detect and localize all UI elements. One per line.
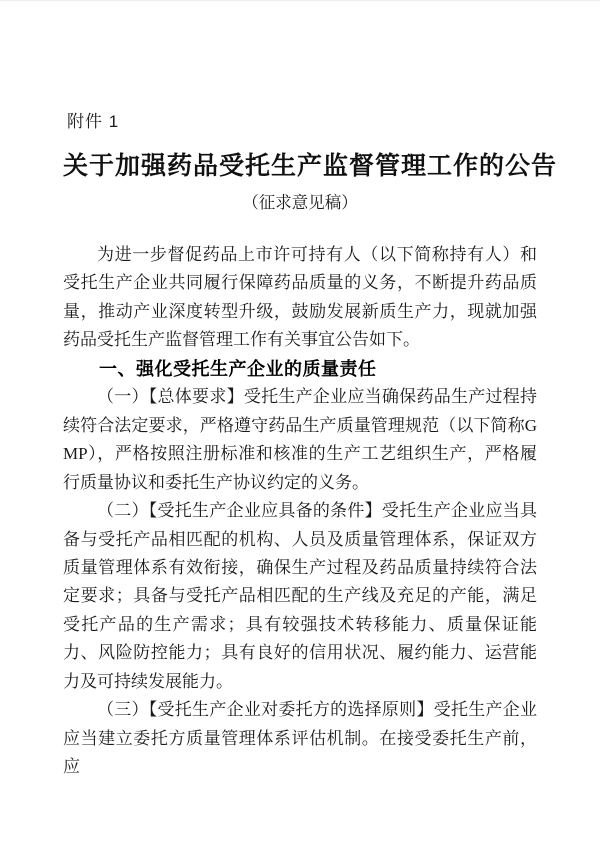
section-heading: 一、强化受托生产企业的质量责任 bbox=[99, 358, 377, 379]
clause-paragraph-3: （三）【受托生产企业对委托方的选择原则】受托生产企业应当建立委托方质量管理体系评估机制。在接受委托生产前，应 bbox=[63, 700, 537, 777]
document-title: 关于加强药品受托生产监督管理工作的公告 bbox=[63, 153, 558, 180]
attachment-label: 附件 1 bbox=[67, 112, 120, 131]
document-subtitle: （征求意见稿） bbox=[242, 193, 358, 212]
clause-paragraph-2: （二）【受托生产企业应具备的条件】受托生产企业应当具备与受托产品相匹配的机构、人员及质量管理体系，保证双方质量管理体系有效衔接，确保生产过程及药品质量持续符合法定要求；具备与受托产品相匹配的生产线及充足的产能，满足受托产品的生产需求；具有较强技术转移能力、质量保证能力、风险防控能力；具有良好的信用状况、履约能力、运营能力及可持续发展能力。 bbox=[63, 501, 537, 691]
document-body bbox=[63, 241, 537, 782]
intro-paragraph: 为进一步督促药品上市许可持有人（以下简称持有人）和受托生产企业共同履行保障药品质量的义务，不断提升药品质量，推动产业深度转型升级，鼓励发展新质生产力，现就加强药品受托生产监督管理工作有关事宜公告如下。 bbox=[63, 245, 537, 350]
clause-paragraph-1: （一）【总体要求】受托生产企业应当确保药品生产过程持续符合法定要求，严格遵守药品生产质量管理规范（以下简称GMP），严格按照注册标准和核准的生产工艺组织生产，严格履行质量协议和委托生产协议约定的义务。 bbox=[63, 387, 537, 492]
